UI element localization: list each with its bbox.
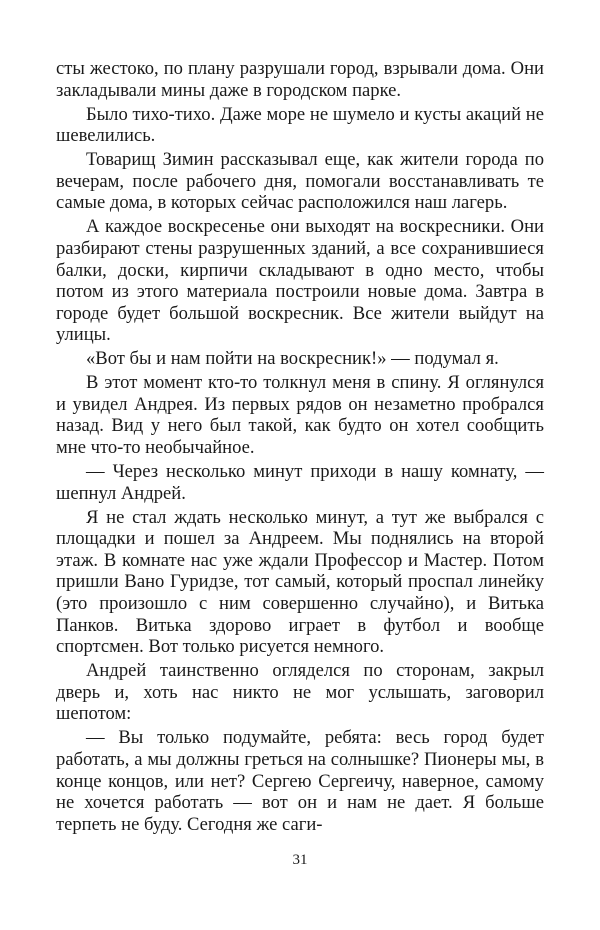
paragraph-2: Было тихо-тихо. Даже море не шумело и кусты акаций не шевелились. [56,103,544,147]
paragraph-9: Андрей таинственно огляделся по сторонам, закрыл дверь и, хоть нас никто не мог услышать, заговорил шепотом: [56,660,544,725]
paragraph-7: — Через несколько минут приходи в нашу комнату, — шепнул Андрей. [56,461,544,504]
page-number: 31 [292,852,308,868]
paragraph-10: — Вы только подумайте, ребята: весь город будет работать, а мы должны греться на солнышке? Пионеры мы, в конце концов, или нет? Сергею Сергеичу, наверное, самому не хочется работать — вот он и нам не дает. Я больше терпеть не буду. Сегодня же саги- [56,727,544,835]
paragraph-1: сты жестоко, по плану разрушали город, взрывали дома. Они закладывали мины даже в городском парке. [56,58,544,101]
paragraph-8: Я не стал ждать несколько минут, а тут же выбрался с площадки и пошел за Андреем. Мы поднялись на второй этаж. В комнате нас уже ждали Профессор и Мастер. Потом пришли Вано Гуридзе, тот самый, который проспал линейку (это произошло с ним совершенно случайно), и Витька Панков. Витька здорово играет в футбол и вообще спортсмен. Вот только рисуется немного. [56,506,544,658]
book-page-text [56,58,544,838]
paragraph-4: А каждое воскресенье они выходят на воскресники. Они разбирают стены разрушенных зданий, а все сохранившиеся балки, доски, кирпичи складывают в одно место, чтобы потом из этого материала построили новые дома. Завтра в городе будет большой воскресник. Все жители выйдут на улицы. [56,216,544,346]
paragraph-5: «Вот бы и нам пойти на воскресник!» — подумал я. [86,348,499,370]
paragraph-3: Товарищ Зимин рассказывал еще, как жители города по вечерам, после рабочего дня, помогали восстанавливать те самые дома, в которых сейчас расположился наш лагерь. [56,149,544,214]
paragraph-6: В этот момент кто-то толкнул меня в спину. Я оглянулся и увидел Андрея. Из первых рядов он незаметно пробрался назад. Вид у него был такой, как будто он хотел сообщить мне что-то необычайное. [56,372,544,459]
